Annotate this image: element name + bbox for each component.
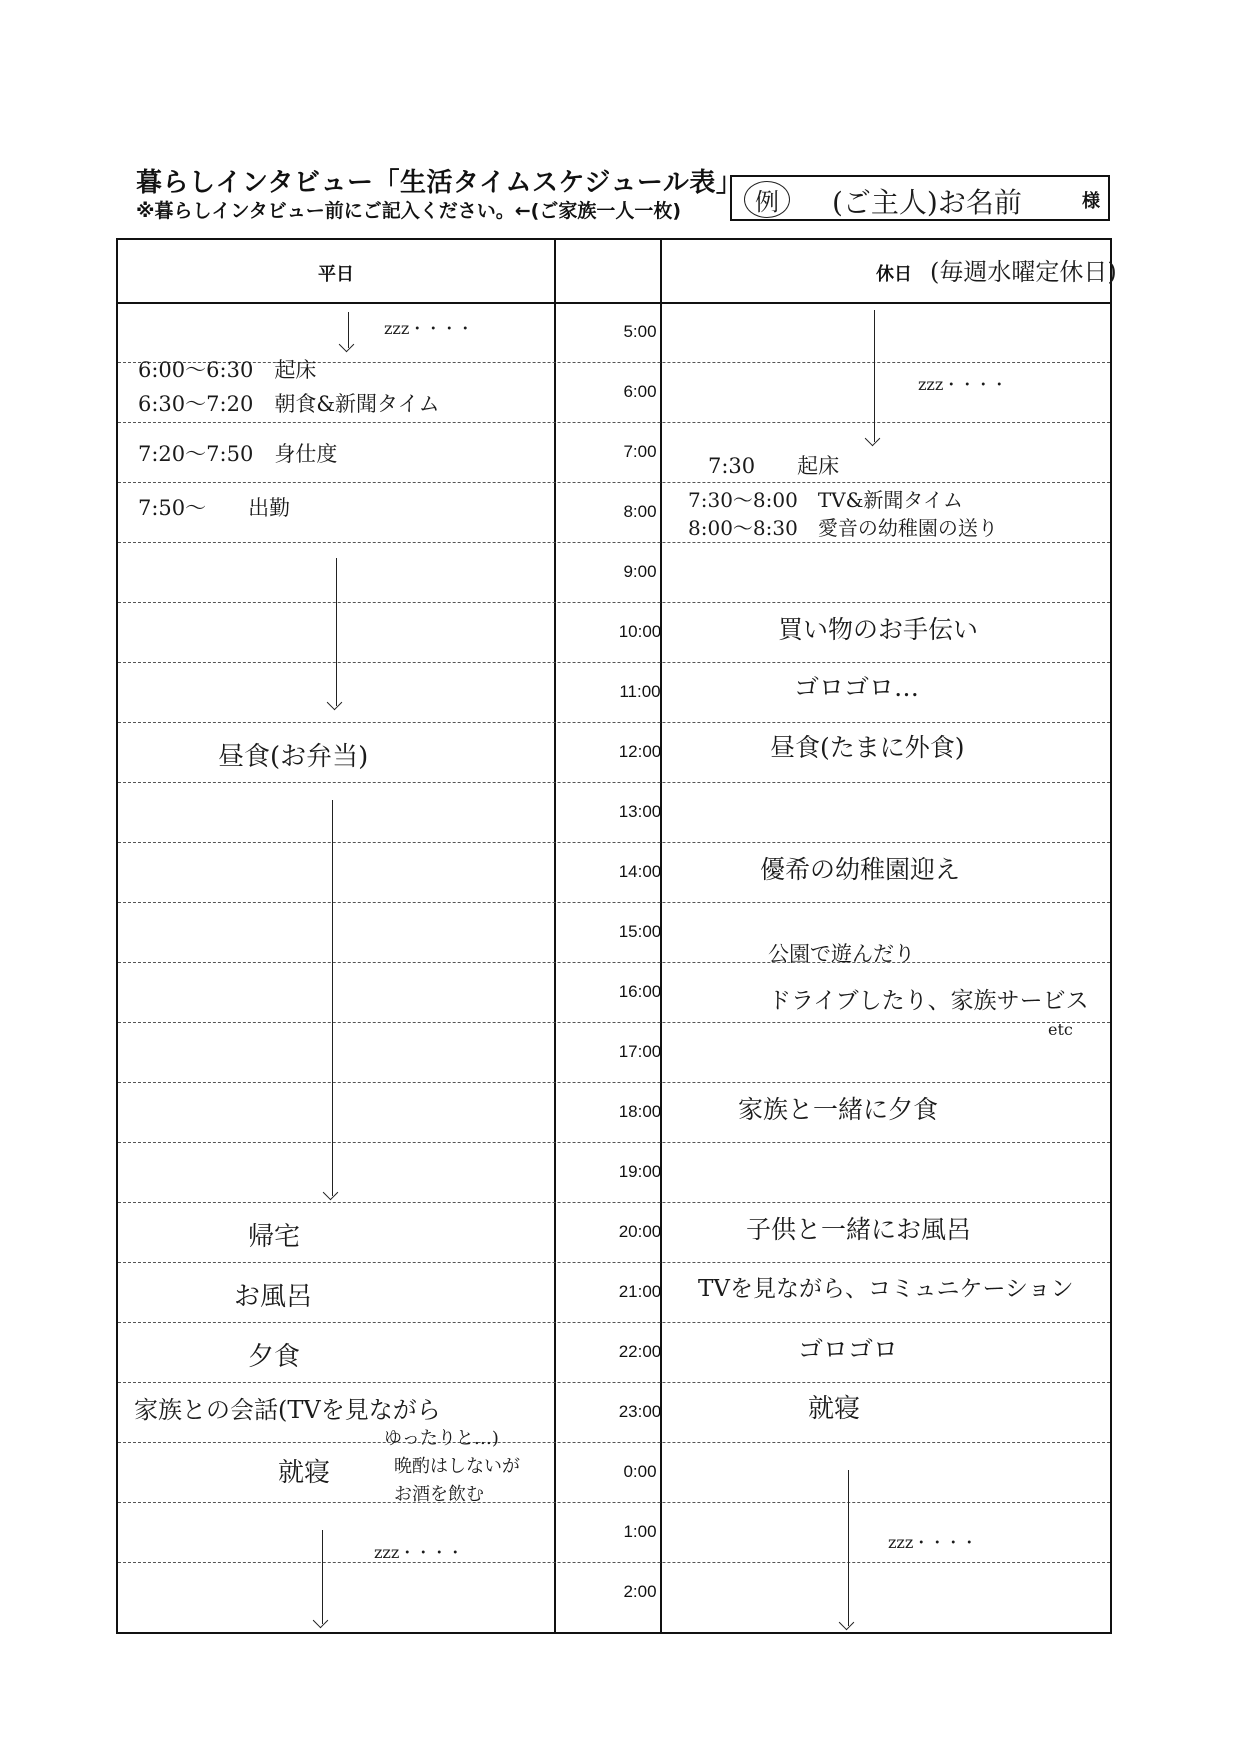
row-divider <box>118 962 1110 964</box>
row-divider <box>118 1262 1110 1264</box>
row-divider <box>118 542 1110 544</box>
holiday-entry: 昼食(たまに外食) <box>770 733 965 762</box>
time-label: 20:00 <box>618 1222 662 1241</box>
weekday-entry: 晩酌はしないが <box>394 1456 520 1477</box>
weekday-entry: 7:20〜7:50 身仕度 <box>138 442 338 466</box>
holiday-entry: zzz・・・・ <box>918 375 1008 394</box>
time-label: 17:00 <box>618 1042 662 1061</box>
header-holiday: 休日 <box>876 264 912 285</box>
down-arrow-icon <box>336 558 337 706</box>
holiday-entry: 優希の幼稚園迎え <box>760 855 961 884</box>
holiday-entry: zzz・・・・ <box>888 1533 978 1552</box>
holiday-entry: 就寝 <box>808 1394 861 1424</box>
down-arrow-icon <box>322 1530 323 1624</box>
time-label: 14:00 <box>618 862 662 881</box>
time-label: 19:00 <box>618 1162 662 1181</box>
weekday-entry: 6:00〜6:30 起床 <box>138 358 317 382</box>
time-label: 1:00 <box>623 1522 657 1541</box>
honorific-label: 様 <box>1082 191 1100 212</box>
time-label: 21:00 <box>618 1282 662 1301</box>
row-divider <box>118 602 1110 604</box>
weekday-entry: zzz・・・・ <box>374 1543 464 1562</box>
holiday-entry: 8:00〜8:30 愛音の幼稚園の送り <box>688 516 998 540</box>
row-divider <box>118 842 1110 844</box>
row-divider <box>118 1322 1110 1324</box>
down-arrow-icon <box>348 312 349 348</box>
weekday-entry: 夕食 <box>248 1342 301 1372</box>
time-label: 15:00 <box>618 922 662 941</box>
row-divider <box>118 1382 1110 1384</box>
header-holiday-note: (毎週水曜定休日) <box>930 258 1117 286</box>
weekday-entry: 昼食(お弁当) <box>218 742 369 772</box>
holiday-entry: TVを見ながら、コミュニケーション <box>698 1276 1074 1302</box>
row-divider <box>118 1442 1110 1444</box>
row-divider <box>118 722 1110 724</box>
time-label: 0:00 <box>623 1462 657 1481</box>
row-divider <box>118 1142 1110 1144</box>
header-divider <box>118 302 1110 305</box>
time-label: 5:00 <box>623 322 657 341</box>
time-label: 11:00 <box>619 682 661 701</box>
time-label: 9:00 <box>623 562 657 581</box>
row-divider <box>118 782 1110 784</box>
weekday-entry: 6:30〜7:20 朝食&新聞タイム <box>138 392 440 416</box>
time-label: 8:00 <box>623 502 657 521</box>
holiday-entry: ドライブしたり、家族サービス <box>768 988 1089 1014</box>
down-arrow-icon <box>874 310 875 442</box>
weekday-entry: 帰宅 <box>248 1222 301 1252</box>
holiday-entry: 公園で遊んだり <box>768 942 915 966</box>
down-arrow-icon <box>332 800 333 1196</box>
name-label: (ご主人)お名前 <box>832 186 1022 219</box>
time-label: 18:00 <box>618 1102 662 1121</box>
holiday-entry: ゴロゴロ <box>798 1335 899 1364</box>
weekday-entry: 家族との会話(TVを見ながら <box>134 1396 441 1424</box>
row-divider <box>118 662 1110 664</box>
time-label: 6:00 <box>623 382 657 401</box>
weekday-entry: ゆったりと…) <box>384 1428 499 1449</box>
divider-weekday-time <box>554 240 556 1632</box>
weekday-entry: お風呂 <box>234 1282 313 1312</box>
weekday-entry: 7:50〜 出勤 <box>138 496 291 520</box>
time-label: 13:00 <box>618 802 662 821</box>
time-label: 12:00 <box>618 742 662 761</box>
time-label: 2:00 <box>623 1582 657 1601</box>
holiday-entry: 子供と一緒にお風呂 <box>746 1215 972 1244</box>
time-label: 10:00 <box>618 622 662 641</box>
holiday-entry: 7:30〜8:00 TV&新聞タイム <box>688 488 964 512</box>
time-label: 22:00 <box>618 1342 662 1361</box>
holiday-entry: 家族と一緒に夕食 <box>738 1095 939 1124</box>
time-label: 16:00 <box>618 982 662 1001</box>
weekday-entry: 就寝 <box>278 1458 331 1488</box>
name-box <box>730 175 1110 221</box>
down-arrow-icon <box>848 1470 849 1626</box>
row-divider <box>118 1082 1110 1084</box>
holiday-entry: ゴロゴロ… <box>794 673 920 702</box>
weekday-entry: お酒を飲む <box>394 1484 484 1505</box>
page-subtitle: ※暮らしインタビュー前にご記入ください。←(ご家族一人一枚) <box>136 200 681 222</box>
schedule-table <box>116 238 1117 1634</box>
row-divider <box>118 1022 1110 1024</box>
header-weekday: 平日 <box>318 264 354 285</box>
page-title: 暮らしインタビュー「生活タイムスケジュール表」 <box>136 168 743 198</box>
row-divider <box>118 1202 1110 1204</box>
holiday-entry: etc <box>1048 1020 1073 1039</box>
time-label: 23:00 <box>618 1402 662 1421</box>
row-divider <box>118 902 1110 904</box>
row-divider <box>118 1562 1110 1564</box>
row-divider <box>118 422 1110 424</box>
time-label: 7:00 <box>623 442 657 461</box>
holiday-entry: 買い物のお手伝い <box>778 615 979 644</box>
weekday-entry: zzz・・・・ <box>384 319 474 338</box>
row-divider <box>118 1502 1110 1504</box>
example-mark: 例 <box>744 181 790 218</box>
holiday-entry: 7:30 起床 <box>708 454 840 478</box>
